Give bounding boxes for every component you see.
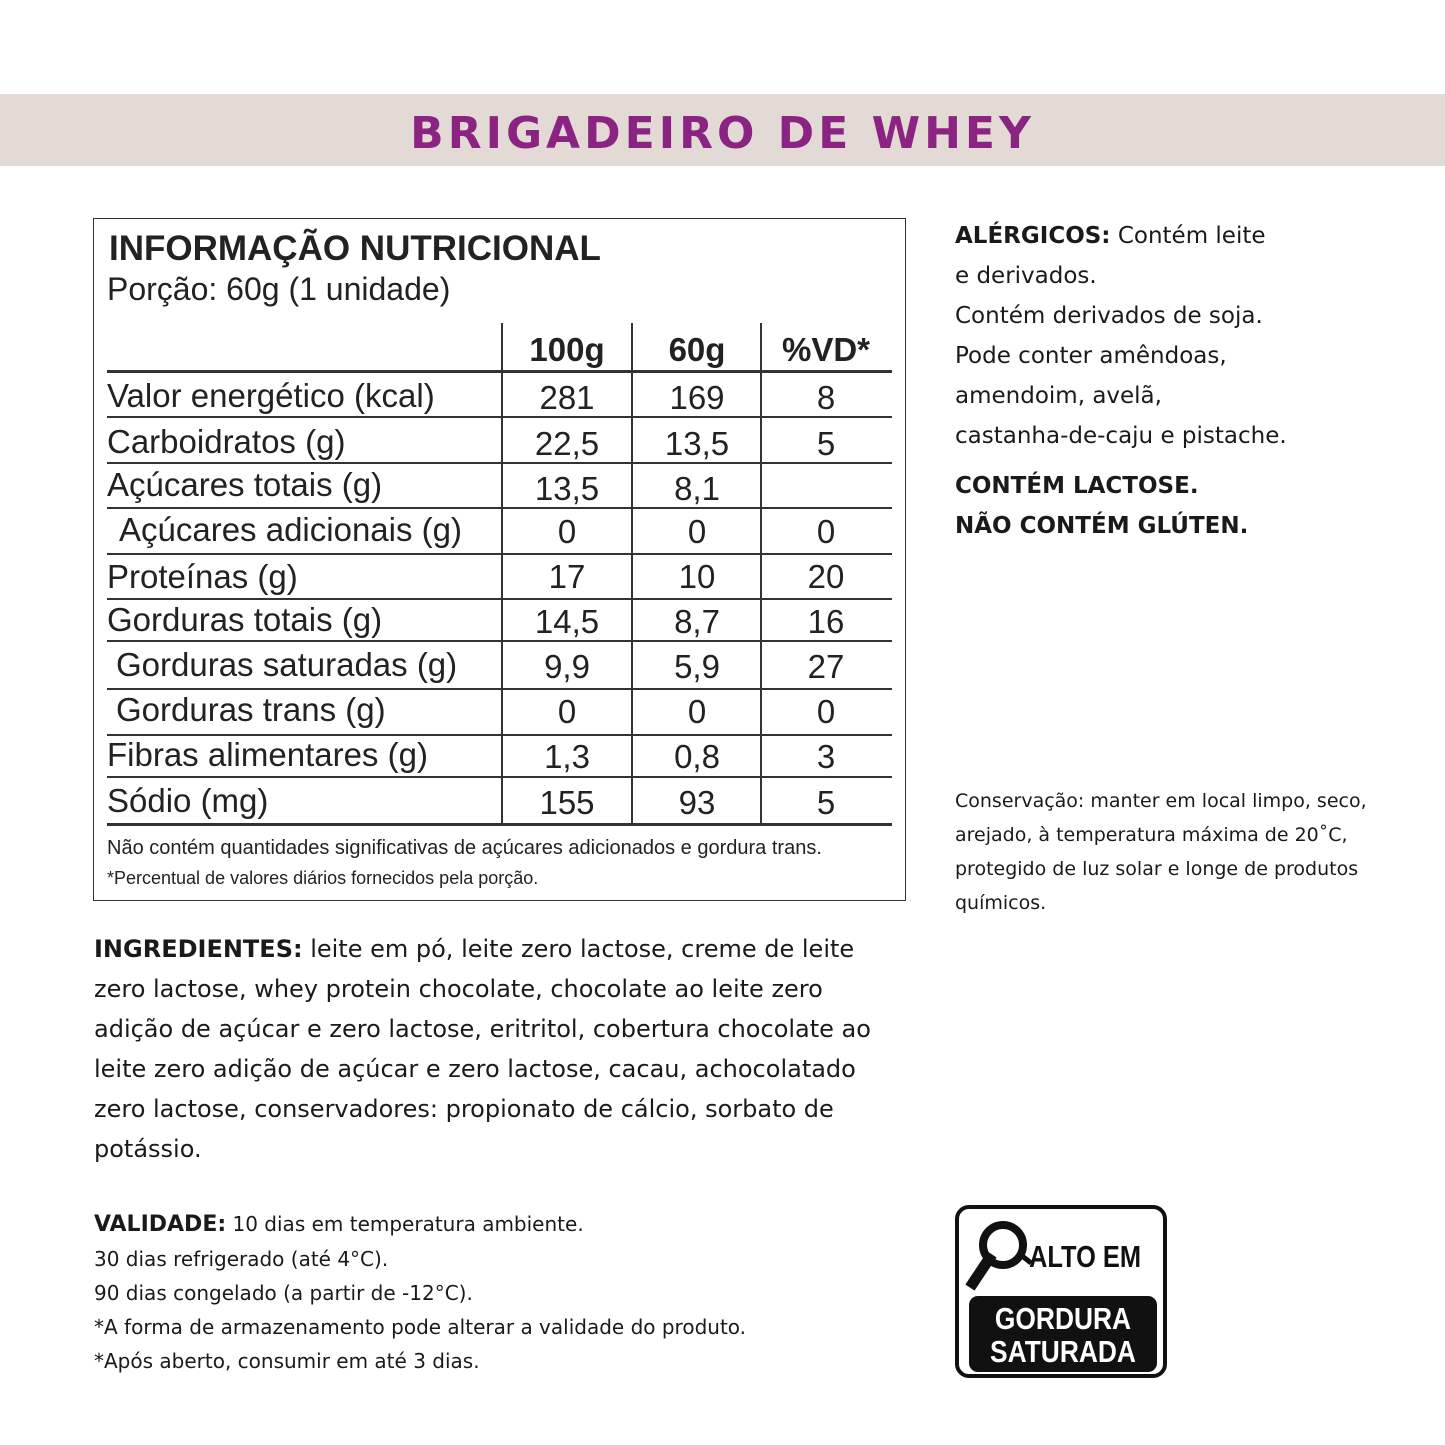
allergens-line xyxy=(955,216,1287,256)
column-header-60g: 60g xyxy=(668,331,726,368)
row-divider xyxy=(107,370,892,373)
row-divider xyxy=(107,688,892,690)
nutrition-portion: Porção: 60g (1 unidade) xyxy=(107,271,451,307)
row-value-60g: 10 xyxy=(678,558,716,595)
row-value-vd: 27 xyxy=(807,648,845,685)
gluten-statement: NÃO CONTÉM GLÚTEN. xyxy=(955,513,1249,539)
nutrition-footnote: Não contém quantidades significativas de açúcares adicionados e gordura trans. xyxy=(107,837,822,859)
row-divider xyxy=(107,598,892,600)
row-label-fibers: Fibras alimentares (g) xyxy=(107,736,428,773)
row-value-60g: 93 xyxy=(678,784,716,821)
row-value-100g: 0 xyxy=(557,693,577,730)
row-value-100g: 0 xyxy=(557,513,577,550)
column-header-100g: 100g xyxy=(529,331,605,368)
row-value-60g: 0 xyxy=(687,513,707,550)
row-value-60g: 8,7 xyxy=(674,603,720,640)
allergens-text: Contém leite xyxy=(1110,223,1266,249)
row-divider xyxy=(107,823,892,826)
row-label-trans-fats: Gorduras trans (g) xyxy=(116,691,386,728)
seal-top-text: ALTO EM xyxy=(1029,1239,1142,1274)
allergens-label: ALÉRGICOS: xyxy=(955,223,1111,249)
row-label-proteins: Proteínas (g) xyxy=(107,558,298,595)
row-label-total-fats: Gorduras totais (g) xyxy=(107,601,383,638)
row-value-100g: 281 xyxy=(539,379,595,416)
seal-bottom-line1: GORDURA xyxy=(994,1301,1132,1336)
product-title: BRIGADEIRO DE WHEY xyxy=(410,108,1035,159)
validity-block xyxy=(94,1207,894,1378)
magnifier-icon xyxy=(965,1215,1037,1295)
row-label-sodium: Sódio (mg) xyxy=(107,782,269,819)
validity-line: *Após aberto, consumir em até 3 dias. xyxy=(94,1349,480,1373)
row-value-vd: 20 xyxy=(807,558,845,595)
row-value-vd: 0 xyxy=(816,513,836,550)
vd-footnote: *Percentual de valores diários fornecidos pela porção. xyxy=(107,868,539,888)
allergens-line: castanha-de-caju e pistache. xyxy=(955,423,1287,449)
row-value-100g: 155 xyxy=(539,784,595,821)
row-value-vd: 0 xyxy=(816,693,836,730)
validity-text: 10 dias em temperatura ambiente. xyxy=(226,1212,584,1236)
ingredients-text: leite em pó, leite zero lactose, creme de leite zero lactose, whey protein chocolate, chocolate ao leite zero adição de açúcar e zero lactose, eritritol, cobertura chocolate ao leite zero adição de açúcar e zero lactose, cacau, achocolatado zero lactose, conservadores: propionato de cálcio, sorbato de potássio. xyxy=(94,935,871,1163)
allergens-line: e derivados. xyxy=(955,263,1097,289)
row-value-100g: 13,5 xyxy=(534,470,600,507)
row-value-60g: 169 xyxy=(669,379,725,416)
row-value-vd: 8 xyxy=(816,379,836,416)
row-value-60g: 13,5 xyxy=(664,425,730,462)
validity-line xyxy=(94,1207,894,1242)
allergens-block xyxy=(955,216,1287,456)
row-value-vd: 5 xyxy=(816,425,836,462)
nutrition-title: INFORMAÇÃO NUTRICIONAL xyxy=(109,229,601,268)
lactose-gluten-block xyxy=(955,466,1248,546)
row-value-100g: 17 xyxy=(548,558,586,595)
ingredients-label: INGREDIENTES: xyxy=(94,935,303,963)
row-label-saturated-fats: Gorduras saturadas (g) xyxy=(116,646,458,683)
allergens-line: Contém derivados de soja. xyxy=(955,303,1263,329)
row-value-100g: 14,5 xyxy=(534,603,600,640)
row-label-carbs: Carboidratos (g) xyxy=(107,423,346,460)
row-divider xyxy=(107,507,892,509)
row-value-vd: 3 xyxy=(816,738,836,775)
row-divider xyxy=(107,776,892,778)
row-value-60g: 0 xyxy=(687,693,707,730)
column-header-vd: %VD* xyxy=(781,331,871,368)
row-value-vd: 5 xyxy=(816,784,836,821)
row-label-energy: Valor energético (kcal) xyxy=(107,377,435,414)
title-banner xyxy=(0,94,1445,166)
nutrition-table xyxy=(93,218,906,901)
validity-line: 90 dias congelado (a partir de -12°C). xyxy=(94,1281,473,1305)
high-saturated-fat-seal xyxy=(955,1205,1167,1378)
ingredients-block xyxy=(94,929,894,1169)
lactose-statement: CONTÉM LACTOSE. xyxy=(955,473,1199,499)
validity-label: VALIDADE: xyxy=(94,1212,227,1237)
allergens-line: Pode conter amêndoas, xyxy=(955,343,1227,369)
row-value-100g: 9,9 xyxy=(544,648,590,685)
row-value-100g: 22,5 xyxy=(534,425,600,462)
row-value-100g: 1,3 xyxy=(544,738,590,775)
seal-black-box xyxy=(969,1296,1157,1372)
row-label-added-sugars: Açúcares adicionais (g) xyxy=(119,511,462,548)
row-value-60g: 5,9 xyxy=(674,648,720,685)
row-label-total-sugars: Açúcares totais (g) xyxy=(107,466,383,503)
seal-bottom-line2: SATURADA xyxy=(990,1334,1136,1369)
validity-line: 30 dias refrigerado (até 4°C). xyxy=(94,1247,389,1271)
row-value-60g: 8,1 xyxy=(674,470,720,507)
row-value-vd: 16 xyxy=(807,603,845,640)
row-divider xyxy=(107,553,892,555)
row-value-60g: 0,8 xyxy=(674,738,720,775)
validity-line: *A forma de armazenamento pode alterar a validade do produto. xyxy=(94,1315,747,1339)
allergens-line: amendoim, avelã, xyxy=(955,383,1162,409)
conservation-text: Conservação: manter em local limpo, seco, arejado, à temperatura máxima de 20˚C, protegido de luz solar e longe de produtos químicos. xyxy=(955,790,1367,914)
